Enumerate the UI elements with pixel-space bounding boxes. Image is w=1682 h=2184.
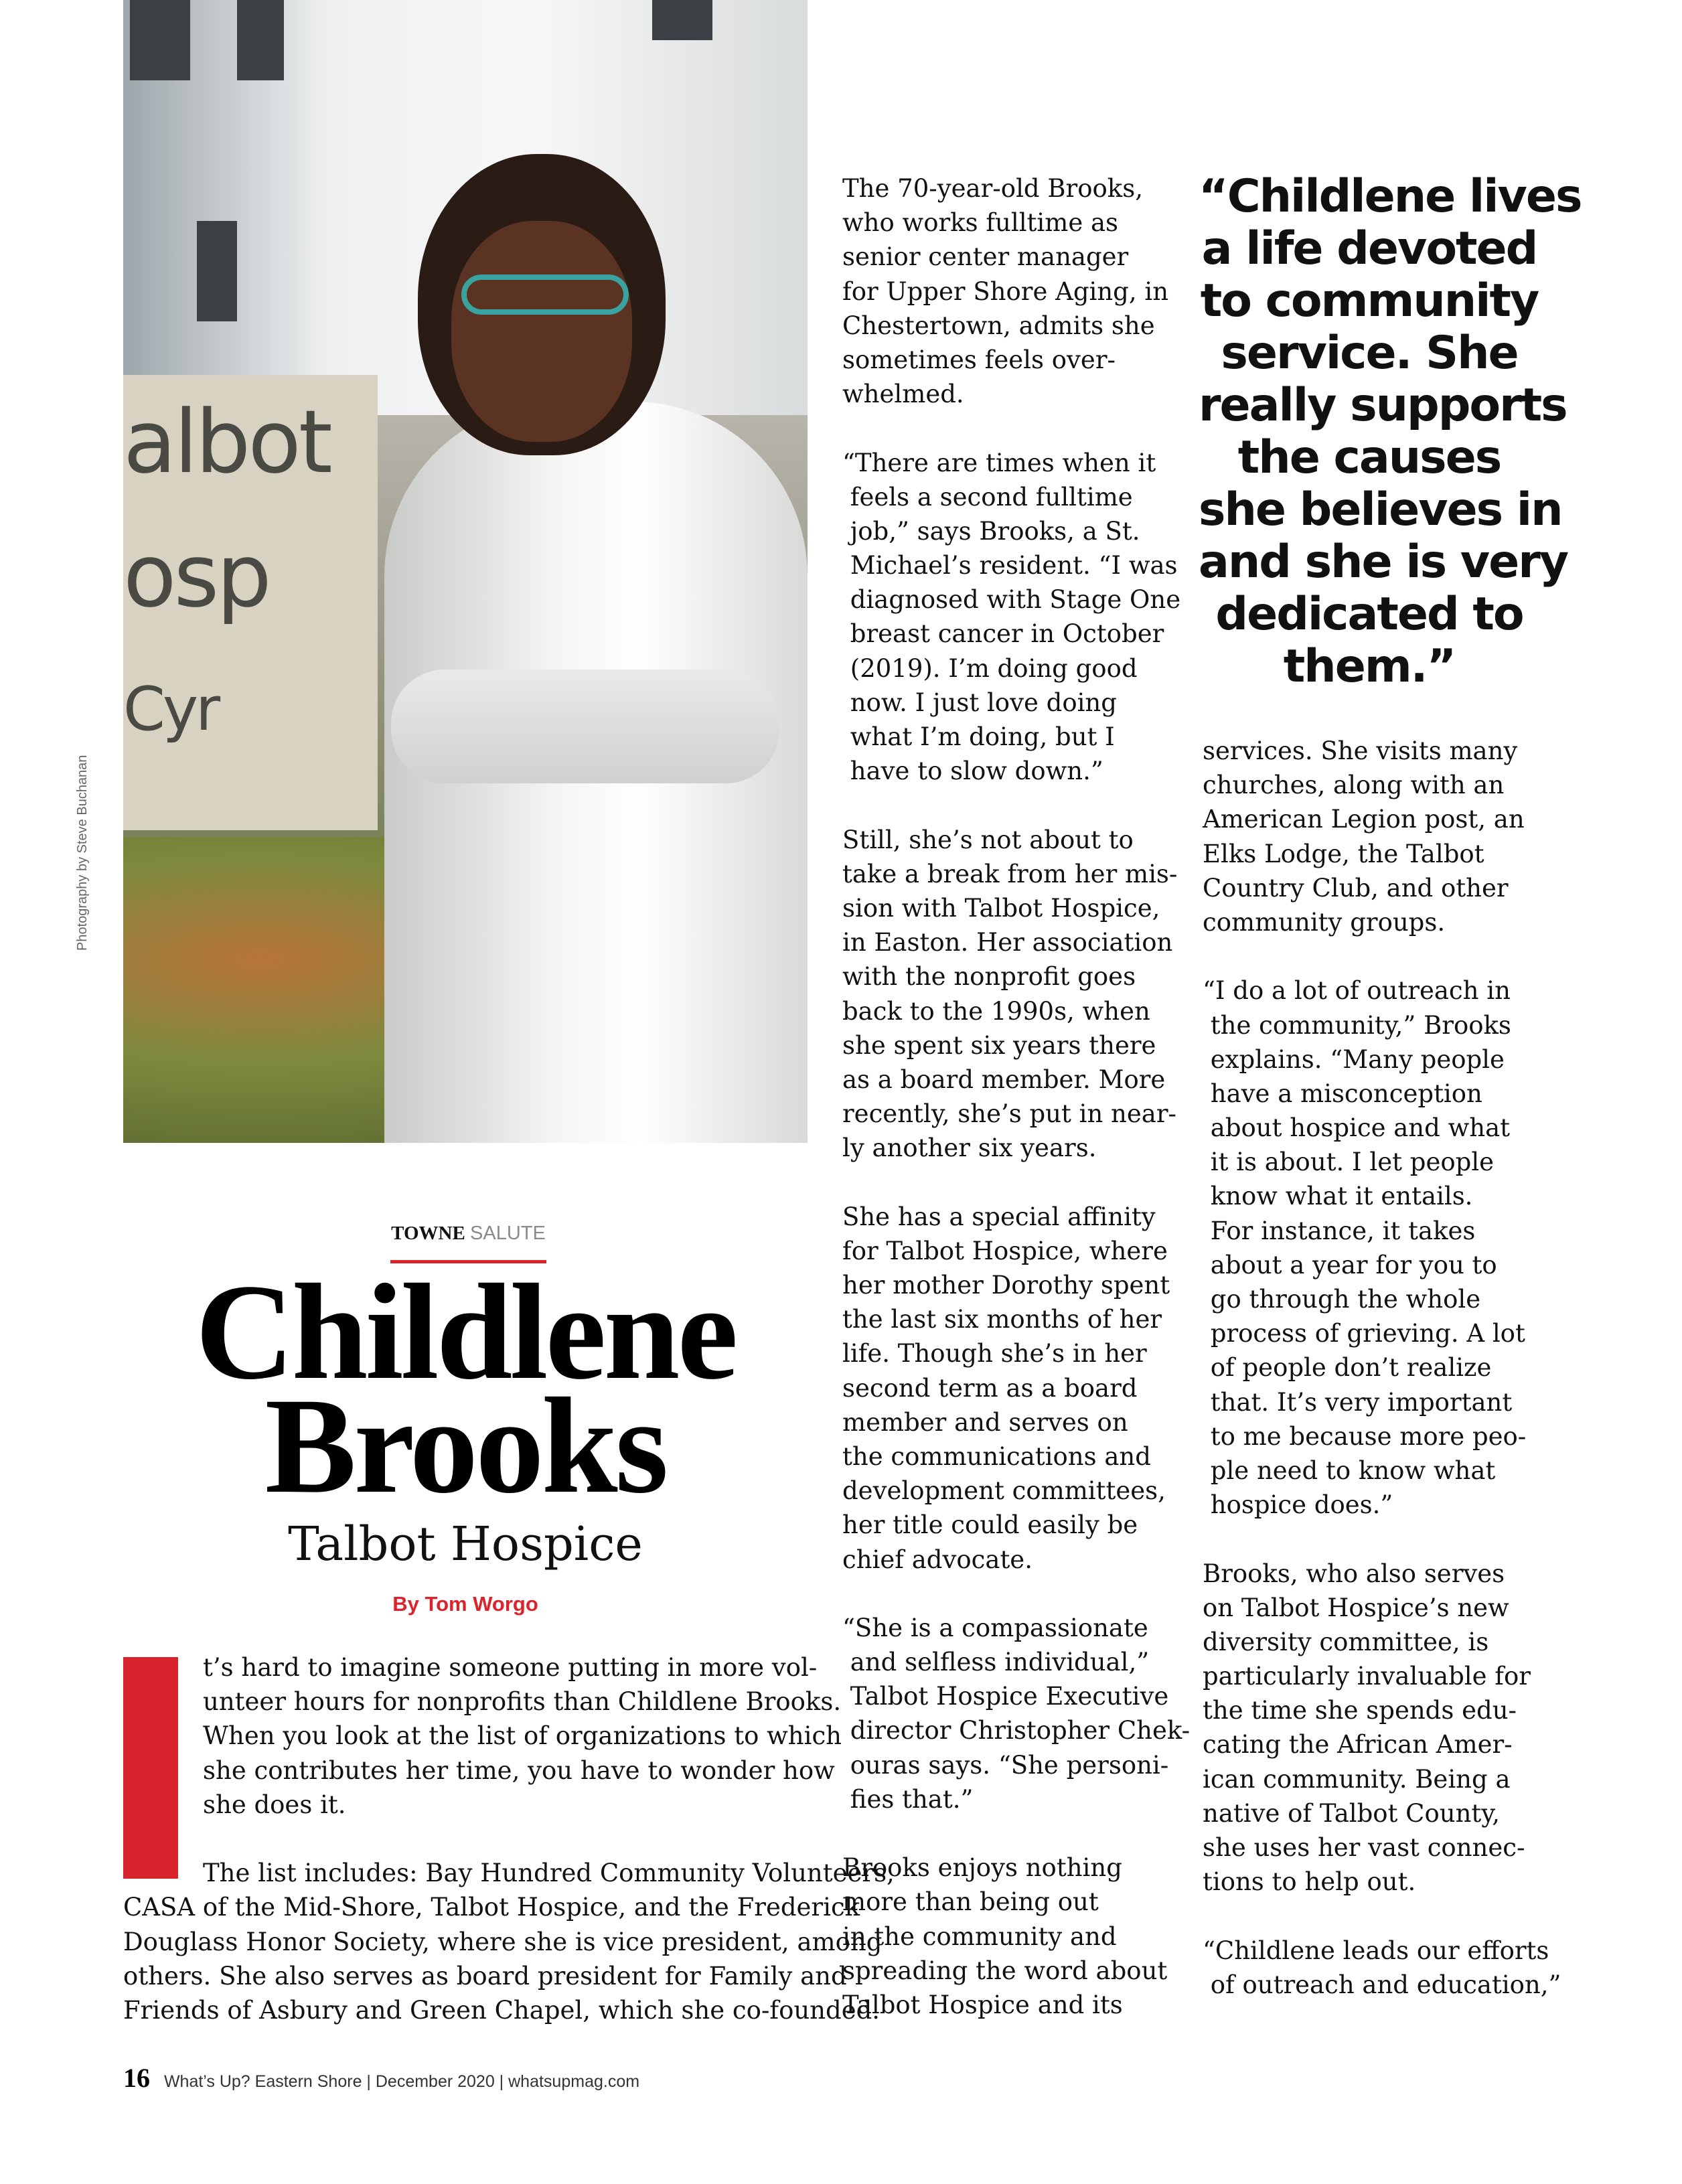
text-line: she does it.	[203, 1790, 346, 1819]
text-line: of outreach and education,”	[1203, 1970, 1561, 1999]
text-line: take a break from her mis-	[842, 859, 1178, 888]
photo-window	[652, 0, 712, 40]
text-line: senior center manager	[842, 242, 1129, 272]
text-line: she believes in	[1199, 483, 1562, 536]
text-line: really supports	[1199, 379, 1567, 432]
text-line: t’s hard to imagine someone putting in more vol-	[203, 1653, 818, 1682]
text-line: Friends of Asbury and Green Chapel, which she co-founded.	[123, 1995, 881, 2025]
text-line: others. She also serves as board president for Family and	[123, 1961, 847, 1991]
text-line: dedicated to	[1215, 588, 1523, 641]
text-line: churches, along with an	[1203, 771, 1505, 800]
text-line: with the nonprofit goes	[842, 962, 1136, 992]
text-line: go through the whole	[1203, 1285, 1481, 1314]
text-line: her title could easily be	[842, 1510, 1138, 1540]
portrait-photo	[123, 0, 808, 1143]
text-line: to community	[1200, 275, 1539, 327]
text-line: Douglass Honor Society, where she is vice president, among	[123, 1927, 883, 1956]
text-line: she contributes her time, you have to wonder how	[203, 1756, 835, 1785]
text-line: what I’m doing, but I	[842, 722, 1115, 751]
text-line: now. I just love doing	[842, 688, 1117, 717]
sign-text-line: Cyr	[123, 674, 218, 745]
text-line: whelmed.	[842, 380, 964, 409]
subtitle: Talbot Hospice	[288, 1516, 643, 1571]
text-line: Talbot Hospice and its	[842, 1990, 1123, 2019]
text-line: community groups.	[1203, 907, 1446, 937]
byline: By Tom Worgo	[392, 1592, 538, 1616]
text-line: explains. “Many people	[1203, 1044, 1505, 1074]
text-line: diversity committee, is	[1203, 1627, 1489, 1656]
photo-subject-face	[451, 221, 632, 442]
photo-window	[237, 0, 284, 80]
text-line: Brooks enjoys nothing	[842, 1853, 1122, 1883]
text-line: member and serves on	[842, 1407, 1128, 1437]
text-line: the community,” Brooks	[1203, 1010, 1511, 1040]
publication-info: What’s Up? Eastern Shore | December 2020 | whatsupmag.com	[163, 2072, 640, 2091]
text-line: ican community. Being a	[1203, 1764, 1511, 1794]
text-line: fies that.”	[842, 1784, 974, 1814]
photo-window	[130, 0, 190, 80]
text-line: (2019). I’m doing good	[842, 653, 1138, 683]
text-line: For instance, it takes	[1203, 1216, 1476, 1245]
text-line: “There are times when it	[842, 448, 1156, 477]
text-line	[123, 1822, 895, 1856]
text-line: sometimes feels over-	[842, 345, 1116, 374]
text-line: Michael’s resident. “I was	[842, 551, 1178, 580]
text-line: that. It’s very important	[1203, 1387, 1513, 1417]
text-line: ple need to know what	[1203, 1456, 1496, 1485]
text-line: The 70-year-old Brooks,	[842, 174, 1143, 203]
text-line: them.”	[1283, 640, 1456, 693]
text-line: unteer hours for nonprofits than Childlene Brooks.	[203, 1687, 842, 1717]
text-line	[842, 1165, 1190, 1199]
text-line: for Talbot Hospice, where	[842, 1236, 1168, 1265]
text-line: “She is a compassionate	[842, 1613, 1148, 1642]
text-line: about a year for you to	[1203, 1250, 1497, 1279]
text-line: she uses her vast connec-	[1203, 1833, 1525, 1862]
text-line: development committees,	[842, 1476, 1166, 1506]
sign-text-line: albot	[123, 391, 330, 493]
text-line: in the community and	[842, 1922, 1117, 1951]
text-line: know what it entails.	[1203, 1182, 1473, 1211]
text-line: The list includes: Bay Hundred Community Volunteers,	[203, 1859, 895, 1888]
text-line: job,” says Brooks, a St.	[842, 516, 1140, 546]
text-line: “I do a lot of outreach in	[1203, 976, 1511, 1006]
text-line: Still, she’s not about to	[842, 825, 1134, 854]
text-line: back to the 1990s, when	[842, 996, 1150, 1026]
intro-text	[123, 1650, 895, 2027]
section-kicker	[390, 1223, 546, 1245]
text-line: Chestertown, admits she	[842, 311, 1155, 340]
text-line: and she is very	[1199, 536, 1568, 589]
text-line	[1203, 1522, 1561, 1556]
text-line: hospice does.”	[1203, 1490, 1393, 1520]
kicker-bold: TOWNE	[391, 1223, 465, 1244]
text-line: process of grieving. A lot	[1203, 1319, 1525, 1348]
right-column-text	[1203, 734, 1561, 2002]
text-line: about hospice and what	[1203, 1113, 1510, 1143]
text-line: ouras says. “She personi-	[842, 1750, 1169, 1780]
pull-quote	[1199, 170, 1582, 693]
text-line: Country Club, and other	[1203, 873, 1509, 903]
text-line: in Easton. Her association	[842, 928, 1173, 957]
text-line: her mother Dorothy spent	[842, 1271, 1170, 1300]
text-line: When you look at the list of organizations to which	[203, 1721, 842, 1751]
text-line: sion with Talbot Hospice,	[842, 893, 1160, 923]
text-line: diagnosed with Stage One	[842, 585, 1181, 615]
page-footer	[123, 2062, 639, 2094]
text-line: “Childlene leads our efforts	[1203, 1936, 1549, 1965]
text-line: cating the African Amer-	[1203, 1730, 1513, 1760]
text-line: services. She visits many	[1203, 736, 1518, 765]
text-line: She has a special affinity	[842, 1202, 1156, 1231]
text-line: she spent six years there	[842, 1030, 1156, 1060]
text-line: tions to help out.	[1203, 1867, 1416, 1897]
text-line: of people don’t realize	[1203, 1353, 1492, 1383]
text-line: spreading the word about	[842, 1956, 1168, 1985]
text-line: particularly invaluable for	[1203, 1662, 1531, 1691]
text-line: Brooks, who also serves	[1203, 1559, 1505, 1588]
text-line: Elks Lodge, the Talbot	[1203, 839, 1484, 868]
text-line: director Christopher Chek-	[842, 1716, 1191, 1745]
kicker-light: SALUTE	[470, 1223, 546, 1244]
text-line: recently, she’s put in near-	[842, 1099, 1177, 1129]
text-line: have to slow down.”	[842, 757, 1103, 786]
photo-subject-arms	[391, 670, 779, 783]
sign-text	[123, 375, 378, 777]
text-line: have a misconception	[1203, 1079, 1482, 1108]
text-line: ly another six years.	[842, 1134, 1097, 1163]
text-line: the time she spends edu-	[1203, 1696, 1517, 1725]
text-line: it is about. I let people	[1203, 1148, 1495, 1177]
text-line: chief advocate.	[842, 1545, 1033, 1574]
text-line: native of Talbot County,	[1203, 1798, 1501, 1828]
text-line: who works fulltime as	[842, 208, 1119, 238]
middle-column-text	[842, 171, 1190, 2022]
headline-last-name: Brooks	[264, 1370, 666, 1522]
text-line: breast cancer in October	[842, 619, 1164, 649]
text-line: Talbot Hospice Executive	[842, 1682, 1169, 1711]
text-line: second term as a board	[842, 1373, 1138, 1403]
text-line	[1203, 1899, 1561, 1933]
photo-sign	[123, 375, 378, 830]
text-line: life. Though she’s in her	[842, 1339, 1147, 1369]
text-line: on Talbot Hospice’s new	[1203, 1593, 1509, 1622]
text-line: to me because more peo-	[1203, 1421, 1527, 1451]
text-line: American Legion post, an	[1203, 805, 1525, 834]
text-line: feels a second fulltime	[842, 482, 1133, 512]
text-line: as a board member. More	[842, 1065, 1166, 1094]
text-line	[1203, 939, 1561, 973]
text-line: “Childlene lives	[1199, 170, 1582, 223]
text-line	[842, 788, 1190, 822]
text-line: service. She	[1221, 327, 1518, 380]
text-line: and selfless individual,”	[842, 1648, 1150, 1677]
text-line: the last six months of her	[842, 1305, 1162, 1334]
photo-credit: Photography by Steve Buchanan	[75, 755, 90, 951]
headline-first-name: Childlene	[195, 1256, 736, 1408]
text-line: the causes	[1237, 431, 1501, 484]
sign-text-line: osp	[123, 525, 269, 627]
text-line: the communications and	[842, 1441, 1151, 1471]
text-line: for Upper Shore Aging, in	[842, 277, 1169, 306]
photo-window	[197, 221, 237, 321]
page-number: 16	[123, 2063, 150, 2093]
text-line	[842, 1816, 1190, 1851]
text-line: CASA of the Mid-Shore, Talbot Hospice, and the Frederick	[123, 1893, 860, 1922]
text-line	[842, 411, 1190, 445]
text-line: a life devoted	[1201, 222, 1537, 275]
photo-subject-glasses	[461, 275, 629, 315]
text-line	[842, 1577, 1190, 1611]
text-line: more than being out	[842, 1887, 1099, 1917]
